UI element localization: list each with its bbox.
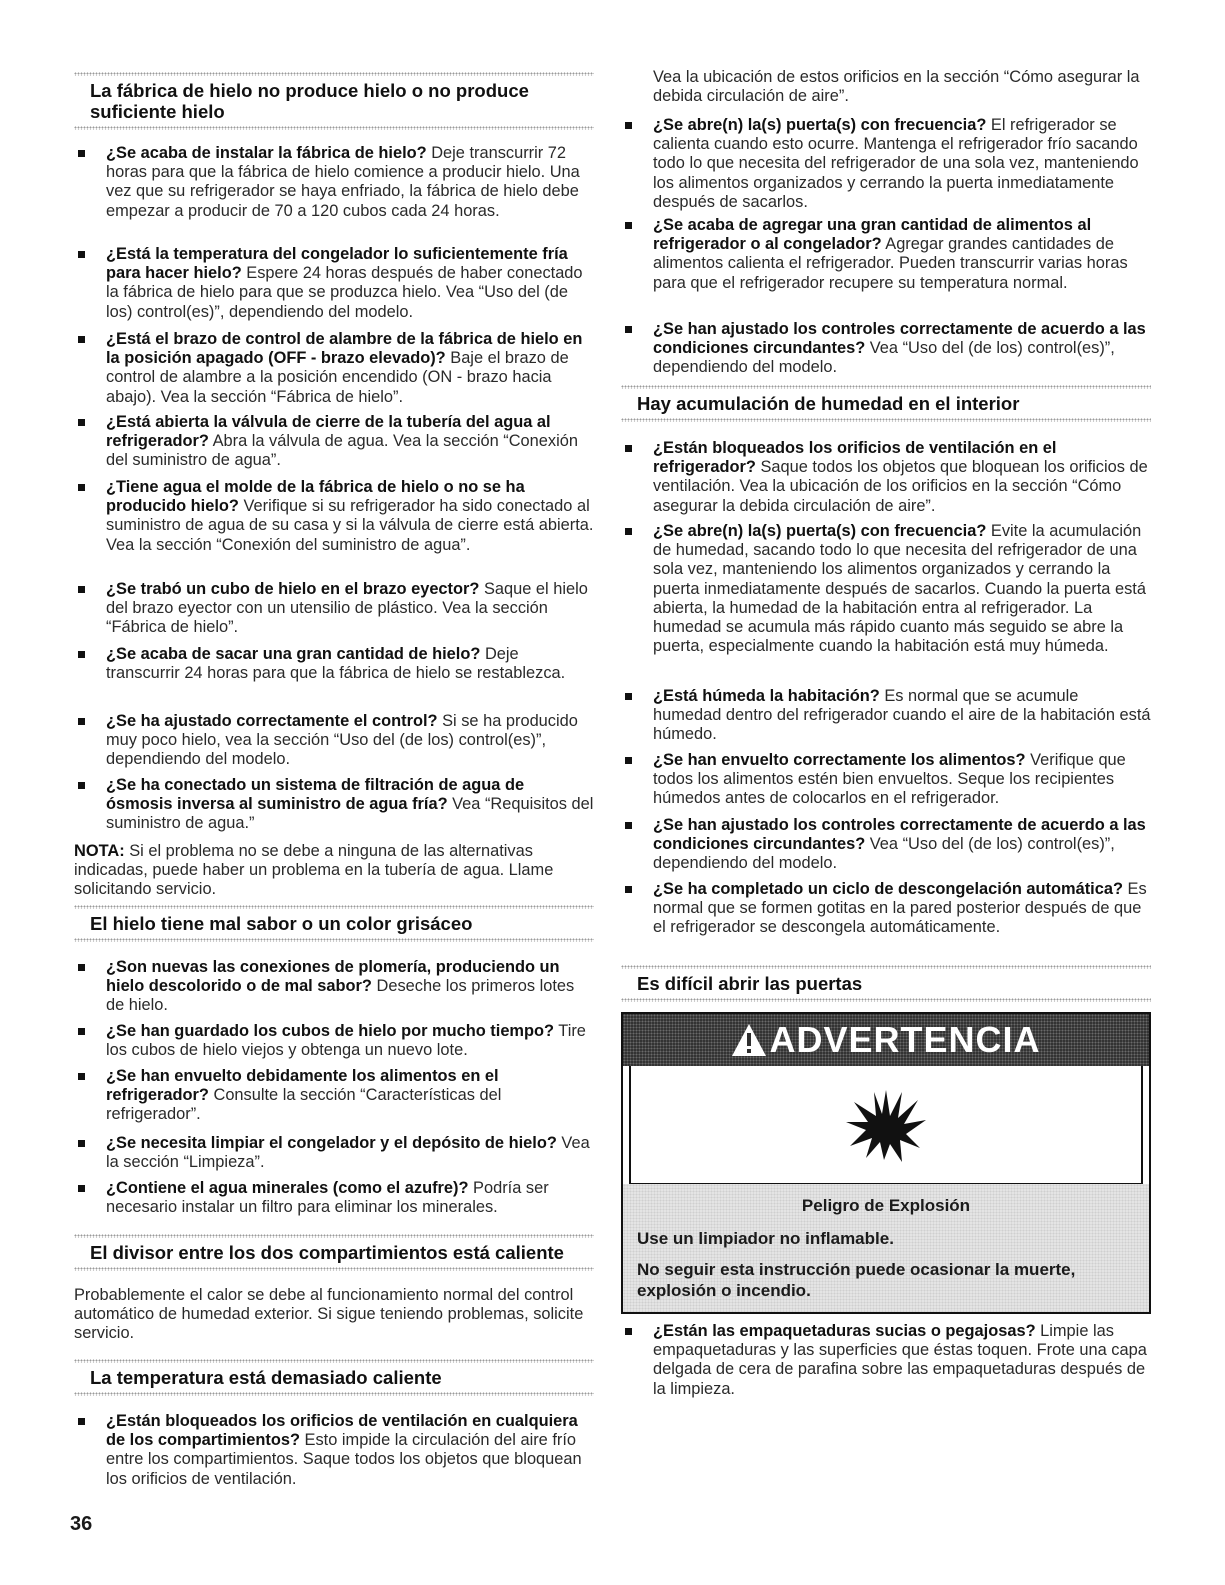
warning-box — [621, 1012, 1151, 1314]
bullet-icon — [78, 651, 85, 658]
bullet-icon — [78, 718, 85, 725]
warning-banner — [623, 1014, 1149, 1066]
list-item: ¿Se han envuelto debidamente los alimentos en el refrigerador? Consulte la sección “Características del refrigerador”. — [74, 1067, 594, 1125]
bullet-icon — [78, 1418, 85, 1425]
section-title: El hielo tiene mal sabor o un color grisáceo — [90, 913, 473, 934]
bullet-icon — [625, 886, 632, 893]
warning-line-2: No seguir esta instrucción puede ocasionar la muerte, explosión o incendio. — [637, 1260, 1076, 1300]
bullet-icon — [78, 1028, 85, 1035]
continuation-text: Vea la ubicación de estos orificios en la sección “Cómo asegurar la debida circulación de aire”. — [653, 68, 1140, 106]
section-title: La temperatura está demasiado caliente — [90, 1367, 442, 1388]
bullet-icon — [78, 1073, 85, 1080]
bullet-icon — [78, 782, 85, 789]
list-item: ¿Se han guardado los cubos de hielo por mucho tiempo? Tire los cubos de hielo viejos y obtenga un nuevo lote. — [74, 1022, 594, 1060]
section-header-ice-maker — [74, 72, 594, 130]
section-header-temperature — [74, 1359, 594, 1396]
bullet-icon — [625, 122, 632, 129]
section-header-divider-hot — [74, 1234, 594, 1271]
list-item: ¿Se acaba de sacar una gran cantidad de hielo? Deje transcurrir 24 horas para que la fábrica de hielo se restablezca. — [74, 645, 594, 683]
bullet-icon — [625, 693, 632, 700]
bullet-icon — [625, 528, 632, 535]
section-header-doors — [621, 965, 1151, 1002]
explosion-icon — [844, 1086, 928, 1164]
bullet-icon — [78, 150, 85, 157]
warning-title: ADVERTENCIA — [769, 1019, 1041, 1060]
warning-symbol-area — [629, 1066, 1143, 1185]
bullet-icon — [625, 1328, 632, 1335]
list-item: ¿Se han envuelto correctamente los alimentos? Verifique que todos los alimentos estén bien envueltos. Seque los recipientes húmedos antes de colocarlos en el refrigerador. — [621, 751, 1151, 809]
bullet-icon — [625, 757, 632, 764]
list-item: ¿Está el brazo de control de alambre de la fábrica de hielo en la posición apagado (OFF - brazo elevado)? Baje el brazo de control de alambre a la posición encendido (ON - brazo hacia abajo). Vea la sección “Fábrica de hielo”. — [74, 330, 594, 407]
warning-line-1: Use un limpiador no inflamable. — [637, 1229, 894, 1248]
section-title: Es difícil abrir las puertas — [637, 973, 863, 994]
bullet-icon — [78, 484, 85, 491]
section-header-ice-taste — [74, 905, 594, 942]
list-item: ¿Se ha ajustado correctamente el control? Si se ha producido muy poco hielo, vea la sección “Uso del (de los) control(es)”, dependiendo del modelo. — [74, 712, 594, 770]
section-title: La fábrica de hielo no produce hielo o no produce suficiente hielo — [90, 80, 529, 122]
note-paragraph: NOTA: Si el problema no se debe a ninguna de las alternativas indicadas, puede haber un problema en la tubería de agua. Llame solicitando servicio. — [74, 842, 554, 899]
section-header-humidity — [621, 385, 1151, 422]
list-item: ¿Están bloqueados los orificios de ventilación en cualquiera de los compartimientos? Esto impide la circulación del aire frío entre los compartimientos. Saque todos los objetos que bloquean los orificios de ventilación. — [74, 1412, 594, 1489]
list-item: ¿Se abre(n) la(s) puerta(s) con frecuencia? El refrigerador se calienta cuando esto ocurre. Mantenga el refrigerador frío sacando todo lo que necesita del refrigerador de una sola vez, manteniendo los alimentos organizados y cerrando la puerta inmediatamente después de sacarlos. — [621, 116, 1151, 212]
list-item: ¿Está abierta la válvula de cierre de la tubería del agua al refrigerador? Abra la válvula de agua. Vea la sección “Conexión del suministro de agua”. — [74, 413, 594, 471]
list-item: ¿Tiene agua el molde de la fábrica de hielo o no se ha producido hielo? Verifique si su refrigerador ha sido conectado al suministro de agua de su casa y si la válvula de cierre está abierta. Vea la sección “Conexión del suministro de agua”. — [74, 478, 594, 555]
bullet-icon — [625, 822, 632, 829]
bullet-icon — [78, 586, 85, 593]
bullet-icon — [625, 326, 632, 333]
bullet-icon — [78, 1140, 85, 1147]
warning-hazard: Peligro de Explosión — [801, 1196, 971, 1215]
section-title: El divisor entre los dos compartimientos está caliente — [90, 1242, 564, 1263]
bullet-icon — [78, 336, 85, 343]
section-title: Hay acumulación de humedad en el interior — [637, 393, 1020, 414]
list-item: ¿Están las empaquetaduras sucias o pegajosas? Limpie las empaquetaduras y las superficies que éstas toquen. Frote una capa delgada de cera de parafina sobre las empaquetaduras después de la limpieza. — [621, 1322, 1151, 1399]
list-item: ¿Está húmeda la habitación? Es normal que se acumule humedad dentro del refrigerador cuando el aire de la habitación está húmedo. — [621, 687, 1151, 745]
warning-triangle-icon — [731, 1023, 767, 1057]
list-item: ¿Se ha conectado un sistema de filtración de agua de ósmosis inversa al suministro de agua fría? Vea “Requisitos del suministro de agua.” — [74, 776, 594, 834]
list-item: ¿Se abre(n) la(s) puerta(s) con frecuencia? Evite la acumulación de humedad, sacando todo lo que necesita del refrigerador de una sola vez, manteniendo los alimentos organizados y cerrando la puerta inmediatamente después de sacarlos. Cuando la puerta está abierta, la humedad de la habitación entra al refrigerador. La humedad se acumula más rápido cuanto más seguido se abre la puerta, especialmente cuando la habitación está muy húmeda. — [621, 522, 1151, 656]
list-item: ¿Están bloqueados los orificios de ventilación en el refrigerador? Saque todos los objetos que bloquean los orificios de ventilación. Vea la ubicación de los orificios en la sección “Cómo asegurar la debida circulación de aire”. — [621, 439, 1151, 516]
list-item: ¿Se han ajustado los controles correctamente de acuerdo a las condiciones circundantes? Vea “Uso del (de los) control(es)”, dependiendo del modelo. — [621, 816, 1151, 874]
paragraph: Probablemente el calor se debe al funcionamiento normal del control automático de humedad exterior. Si sigue teniendo problemas, solicite servicio. — [74, 1286, 584, 1343]
list-item: ¿Se ha completado un ciclo de descongelación automática? Es normal que se formen gotitas en la pared posterior después de que el refrigerador se descongela automáticamente. — [621, 880, 1151, 938]
list-item: ¿Se acaba de agregar una gran cantidad de alimentos al refrigerador o al congelador? Agregar grandes cantidades de alimentos calienta el refrigerador. Pueden transcurrir varias horas para que el refrigerador recupere su temperatura normal. — [621, 216, 1151, 293]
list-item: ¿Está la temperatura del congelador lo suficientemente fría para hacer hielo? Espere 24 horas después de haber conectado la fábrica de hielo para que se produzca hielo. Vea “Uso del (de los) control(es)”, dependiendo del modelo. — [74, 245, 594, 322]
list-item: ¿Se necesita limpiar el congelador y el depósito de hielo? Vea la sección “Limpieza”. — [74, 1134, 594, 1172]
bullet-icon — [78, 251, 85, 258]
list-item: ¿Contiene el agua minerales (como el azufre)? Podría ser necesario instalar un filtro para eliminar los minerales. — [74, 1179, 594, 1217]
bullet-icon — [78, 964, 85, 971]
list-item: ¿Son nuevas las conexiones de plomería, produciendo un hielo descolorido o de mal sabor? Deseche los primeros lotes de hielo. — [74, 958, 594, 1016]
bullet-icon — [78, 419, 85, 426]
warning-text-area — [623, 1184, 1149, 1312]
list-item: ¿Se acaba de instalar la fábrica de hielo? Deje transcurrir 72 horas para que la fábrica de hielo comience a producir hielo. Una vez que su refrigerador se haya enfriado, la fábrica de hielo debe empezar a producir de 70 a 120 cubos cada 24 horas. — [74, 144, 594, 221]
list-item: ¿Se han ajustado los controles correctamente de acuerdo a las condiciones circundantes? Vea “Uso del (de los) control(es)”, dependiendo del modelo. — [621, 320, 1151, 378]
page-number: 36 — [70, 1513, 93, 1535]
bullet-icon — [78, 1185, 85, 1192]
bullet-icon — [625, 445, 632, 452]
bullet-icon — [625, 222, 632, 229]
list-item: ¿Se trabó un cubo de hielo en el brazo eyector? Saque el hielo del brazo eyector con un utensilio de plástico. Vea la sección “Fábrica de hielo”. — [74, 580, 594, 638]
